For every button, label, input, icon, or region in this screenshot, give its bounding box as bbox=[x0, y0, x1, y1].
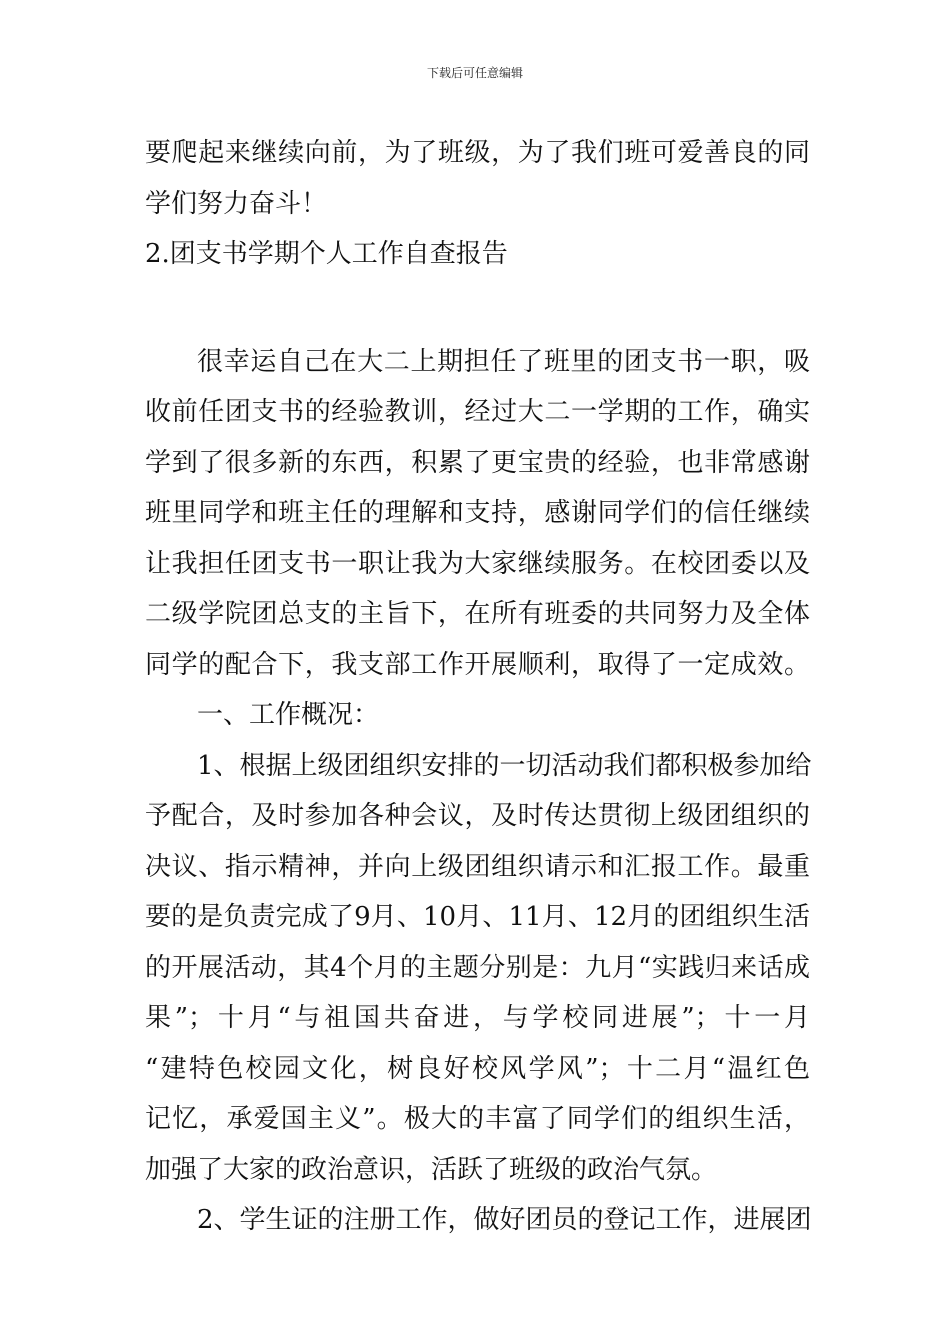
text-line: 二级学院团总支的主旨下，在所有班委的共同努力及全体 bbox=[145, 599, 810, 629]
text-line: 加强了大家的政治意识，活跃了班级的政治气氛。 bbox=[145, 1154, 718, 1185]
text-line: 学到了很多新的东西，积累了更宝贵的经验，也非常感谢 bbox=[145, 447, 810, 478]
document-body bbox=[145, 128, 810, 1246]
text-line: 2、学生证的注册工作，做好团员的登记工作，进展团 bbox=[197, 1205, 812, 1235]
text-line: 同学的配合下，我支部工作开展顺利，取得了一定成效。 bbox=[145, 649, 810, 680]
text-line: 1、根据上级团组织安排的一切活动我们都积极参加给 bbox=[197, 750, 812, 781]
page-header: 下载后可任意编辑 bbox=[426, 66, 523, 80]
text-line: 予配合，及时参加各种会议，及时传达贯彻上级团组织的 bbox=[145, 801, 810, 831]
text-line: 决议、指示精神，并向上级团组织请示和汇报工作。最重 bbox=[145, 851, 810, 882]
text-line: 班里同学和班主任的理解和支持，感谢同学们的信任继续 bbox=[145, 498, 810, 528]
text-line: “建特色校园文化，树良好校风学风”；十二月“温红色 bbox=[145, 1053, 810, 1084]
text-line: 很幸运自己在大二上期担任了班里的团支书一职，吸 bbox=[197, 346, 810, 377]
text-line: 要爬起来继续向前，为了班级，为了我们班可爱善良的同 bbox=[145, 138, 810, 168]
text-line: 要的是负责完成了9月、10月、11月、12月的团组织生活 bbox=[145, 902, 810, 932]
section-heading: 2.团支书学期个人工作自查报告 bbox=[145, 239, 508, 269]
text-line: 学们努力奋斗！ bbox=[145, 188, 328, 219]
text-line: 记忆，承爱国主义”。极大的丰富了同学们的组织生活， bbox=[145, 1104, 810, 1134]
text-line: 收前任团支书的经验教训，经过大二一学期的工作，确实 bbox=[145, 397, 810, 427]
subsection-heading: 一、工作概况： bbox=[197, 700, 380, 730]
paragraph-gap bbox=[145, 280, 810, 337]
text-line: 果”；十月“与祖国共奋进，与学校同进展”；十一月 bbox=[145, 1003, 810, 1033]
text-line: 的开展活动，其4个月的主题分别是：九月“实践归来话成 bbox=[145, 952, 810, 983]
text-line: 让我担任团支书一职让我为大家继续服务。在校团委以及 bbox=[145, 548, 810, 579]
